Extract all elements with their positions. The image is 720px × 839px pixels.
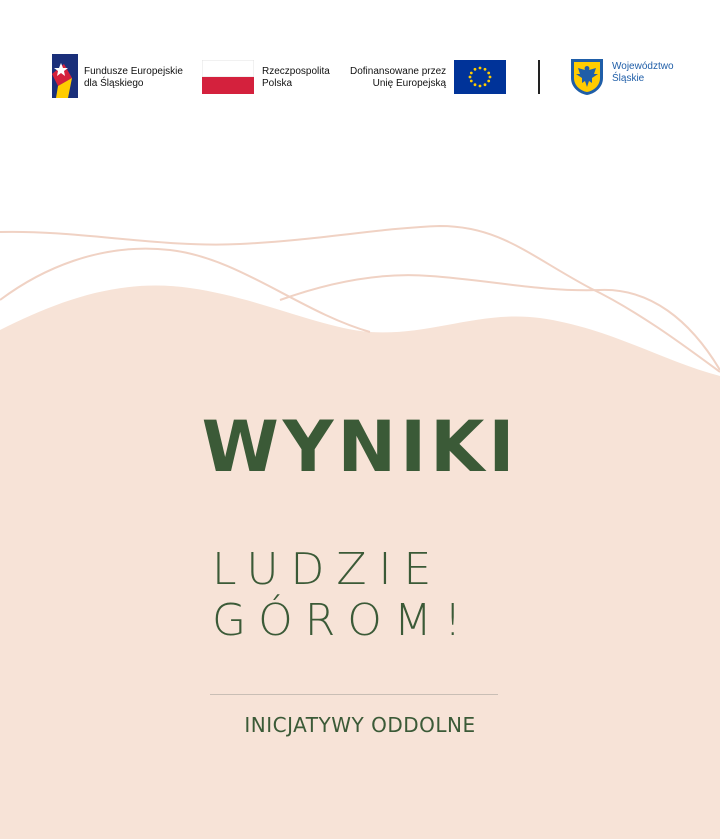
eu-flag — [454, 60, 506, 94]
subtitle-line-2: GÓROM! — [212, 595, 474, 646]
subtitle-line-1: LUDZIE — [212, 544, 444, 595]
separator-line — [210, 694, 498, 695]
pl-logo-text: Rzeczpospolita Polska — [262, 66, 330, 89]
eu-logo-text: Dofinansowane przez Unię Europejską — [350, 66, 447, 89]
page-title: WYNIKI — [201, 406, 519, 488]
slask-logo-text: Województwo Śląskie — [612, 61, 674, 84]
fundusze-europejskie-logo — [52, 54, 78, 98]
fe-logo-text: Fundusze Europejskie dla Śląskiego — [84, 66, 183, 89]
polish-flag — [202, 60, 254, 94]
funding-logos-bar — [0, 0, 720, 150]
mountain-hills-background — [0, 200, 720, 839]
silesian-eagle-coat-of-arms — [570, 58, 604, 96]
logo-divider — [538, 60, 540, 94]
tagline: INICJATYWY ODDOLNE — [244, 713, 476, 737]
